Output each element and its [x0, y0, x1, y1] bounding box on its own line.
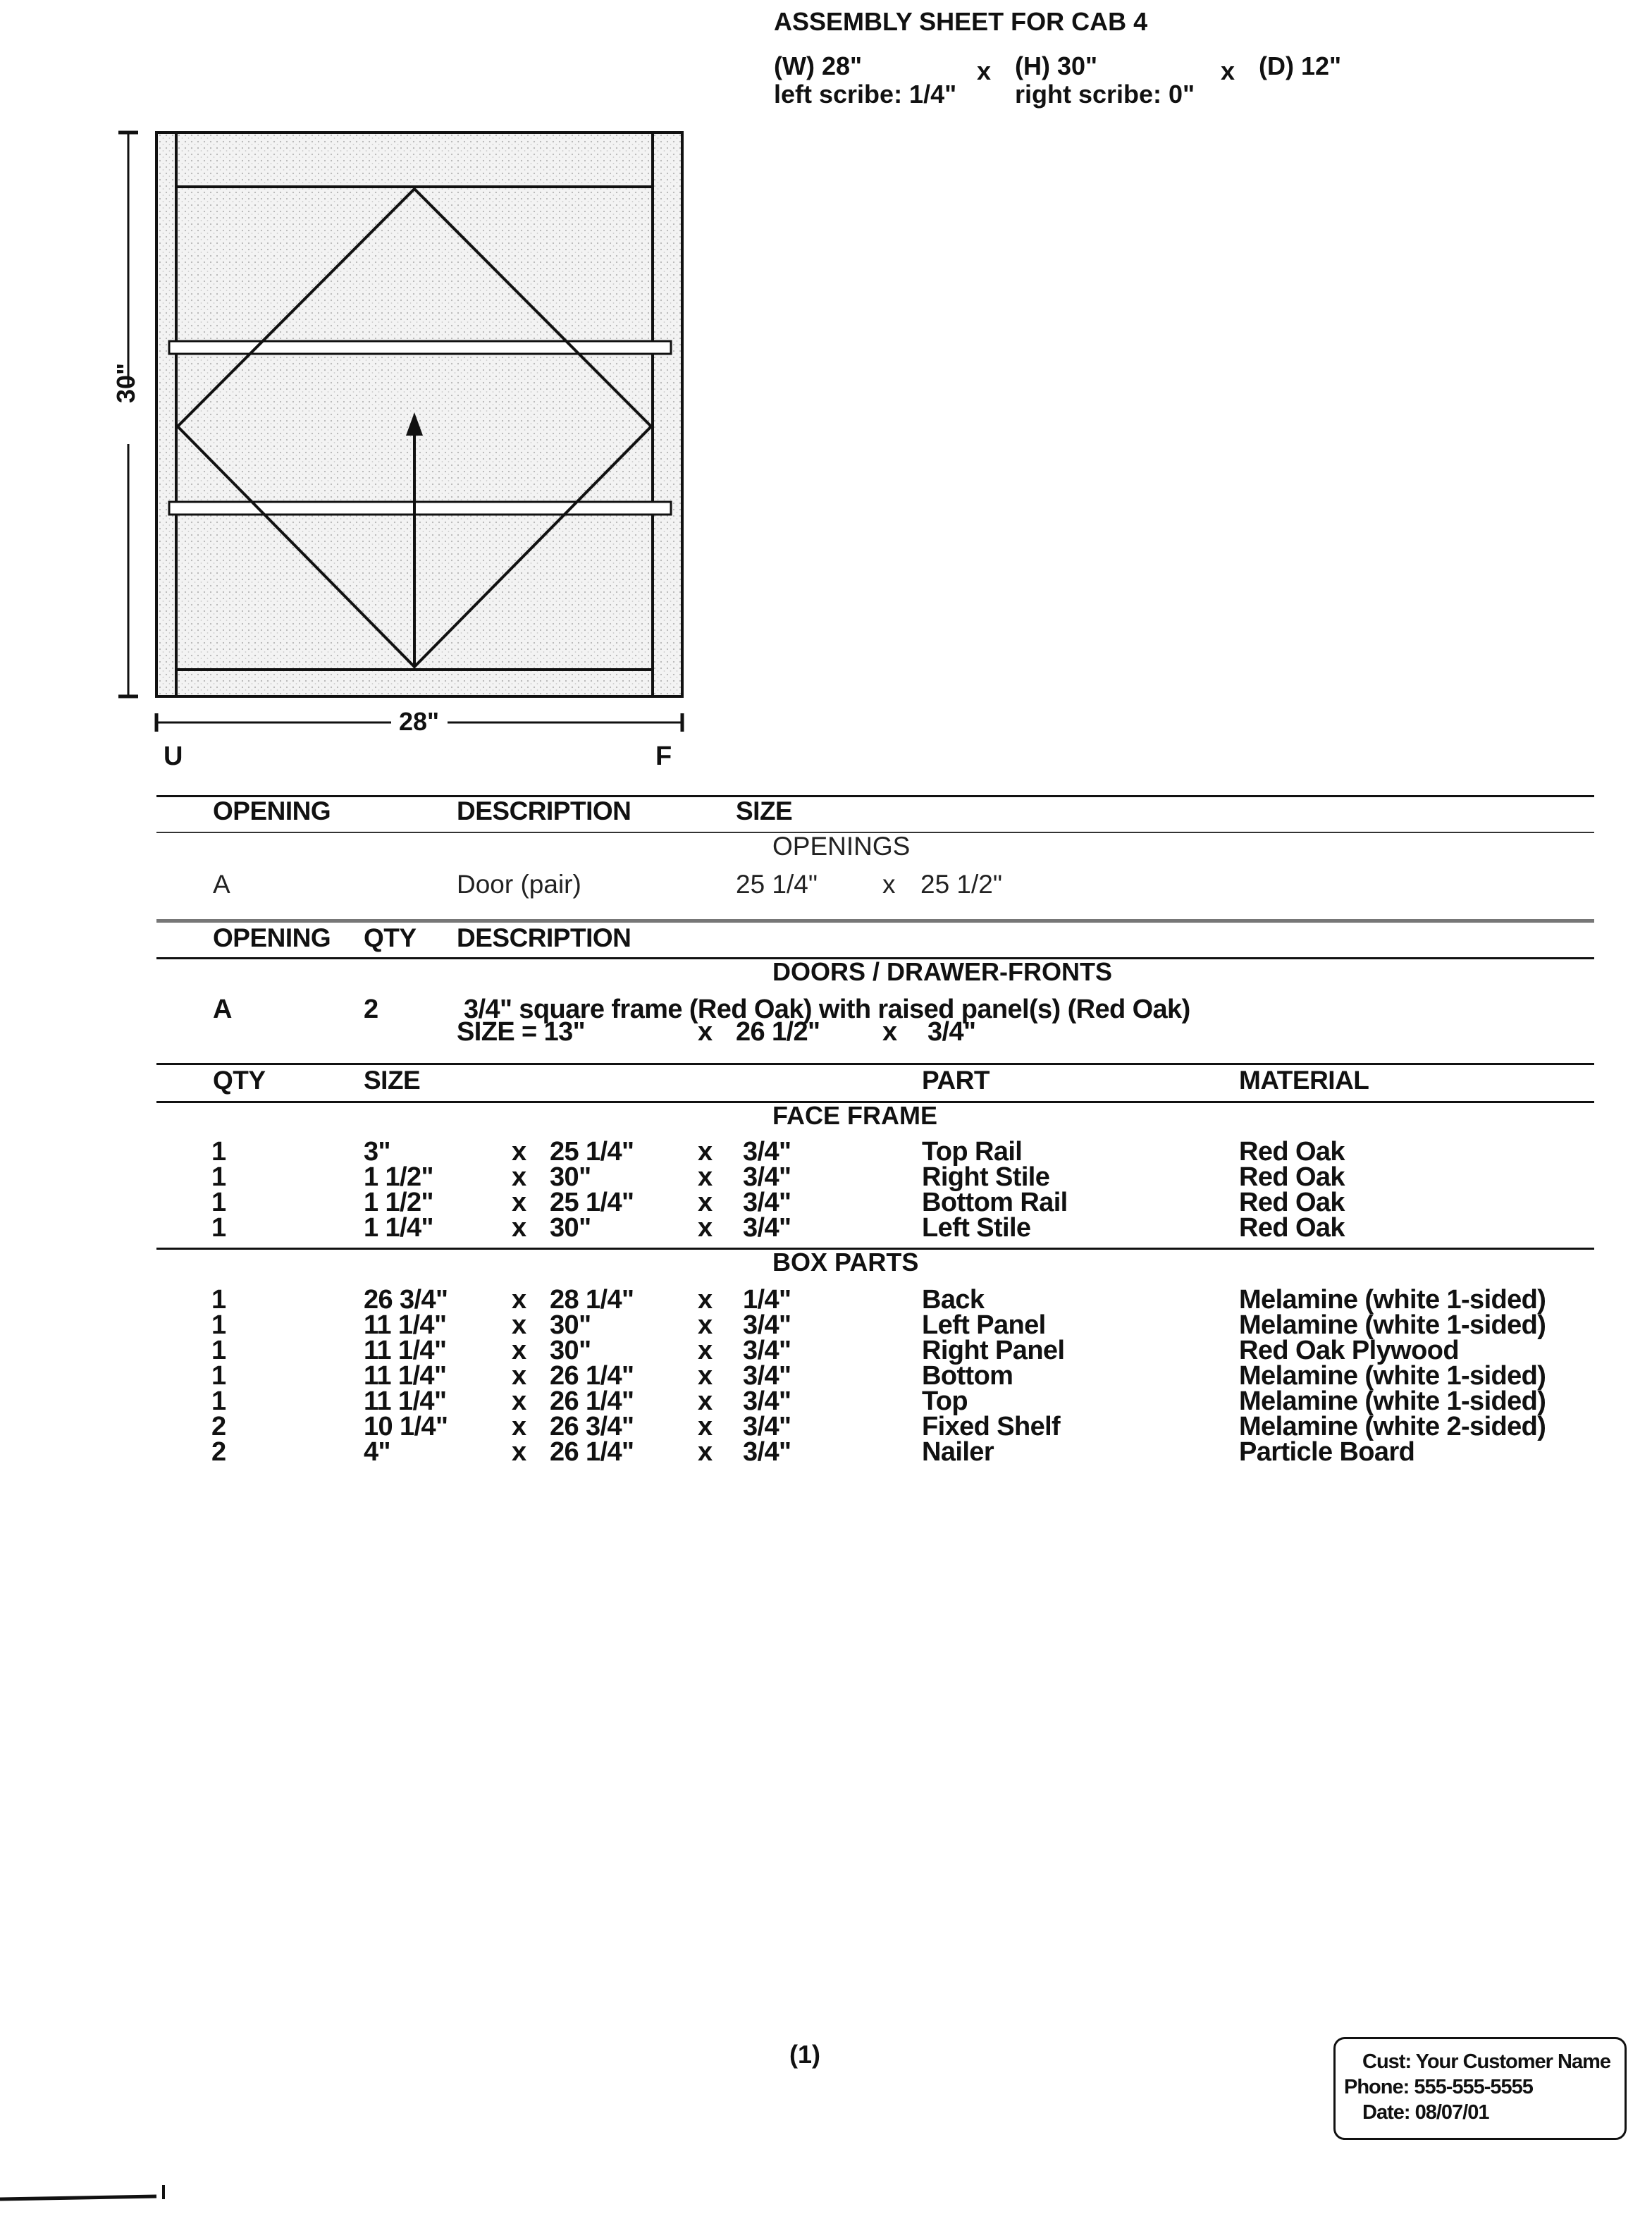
part-qty: 1: [211, 1336, 226, 1365]
part-size-1: 4": [364, 1437, 390, 1467]
part-name: Right Panel: [922, 1336, 1065, 1365]
part-size-3: 3/4": [743, 1213, 791, 1243]
door-description: 3/4" square frame (Red Oak) with raised panel(s) (Red Oak): [464, 995, 1190, 1024]
dim-separator: x: [698, 1285, 713, 1315]
dim-separator: x: [698, 1188, 713, 1217]
part-size-1: 3": [364, 1137, 390, 1167]
part-size-1: 26 3/4": [364, 1285, 448, 1315]
part-size-2: 28 1/4": [550, 1285, 634, 1315]
dim-separator: x: [512, 1188, 526, 1217]
part-size-3: 3/4": [743, 1361, 791, 1391]
cabinet-elevation-drawing: [0, 0, 705, 775]
page-number: (1): [789, 2040, 820, 2069]
part-size-3: 3/4": [743, 1162, 791, 1192]
dim-separator: x: [512, 1285, 526, 1315]
shelf-lower: [169, 502, 671, 515]
cabinet-height: (H) 30": [1015, 51, 1098, 80]
part-name: Left Panel: [922, 1310, 1046, 1340]
customer-date: Date: 08/07/01: [1362, 2101, 1489, 2124]
dim-separator: x: [698, 1310, 713, 1340]
height-dimension-label: 30": [111, 362, 140, 403]
part-size-3: 3/4": [743, 1336, 791, 1365]
dim-separator: x: [698, 1412, 713, 1441]
section-title-doors: DOORS / DRAWER-FRONTS: [772, 957, 1112, 986]
col-header-opening: OPENING: [213, 923, 331, 952]
part-size-2: 25 1/4": [550, 1137, 634, 1167]
right-end-label: F: [655, 742, 672, 771]
rule: [156, 1063, 1594, 1065]
part-qty: 1: [211, 1188, 226, 1217]
sheet-title: ASSEMBLY SHEET FOR CAB 4: [774, 7, 1148, 36]
part-size-2: 26 3/4": [550, 1412, 634, 1441]
part-size-1: 11 1/4": [364, 1336, 447, 1365]
door-size-thickness: 3/4": [927, 1017, 976, 1047]
part-qty: 2: [211, 1437, 226, 1467]
rule: [156, 795, 1594, 797]
width-dimension-label: 28": [399, 707, 440, 736]
part-size-1: 1 1/2": [364, 1162, 433, 1192]
part-name: Fixed Shelf: [922, 1412, 1061, 1441]
col-header-description: DESCRIPTION: [457, 796, 631, 825]
dim-separator: x: [512, 1437, 526, 1467]
part-size-1: 11 1/4": [364, 1361, 447, 1391]
part-material: Melamine (white 1-sided): [1239, 1386, 1546, 1416]
part-qty: 1: [211, 1361, 226, 1391]
dim-separator: x: [1221, 56, 1235, 85]
col-header-qty: QTY: [213, 1066, 266, 1095]
part-size-2: 26 1/4": [550, 1361, 634, 1391]
part-qty: 1: [211, 1285, 226, 1315]
col-header-material: MATERIAL: [1239, 1066, 1369, 1095]
part-size-2: 26 1/4": [550, 1437, 634, 1467]
scan-mark: [0, 2178, 183, 2206]
part-size-3: 1/4": [743, 1285, 791, 1315]
opening-width: 25 1/4": [736, 870, 818, 899]
part-qty: 1: [211, 1213, 226, 1243]
dim-separator: x: [698, 1137, 713, 1167]
part-qty: 1: [211, 1137, 226, 1167]
col-header-description: DESCRIPTION: [457, 923, 631, 952]
dim-separator: x: [698, 1162, 713, 1192]
dim-separator: x: [512, 1386, 526, 1416]
part-material: Melamine (white 2-sided): [1239, 1412, 1546, 1441]
dim-separator: x: [698, 1386, 713, 1416]
shelf-upper: [169, 341, 671, 354]
part-size-2: 25 1/4": [550, 1188, 634, 1217]
part-material: Red Oak: [1239, 1162, 1345, 1192]
customer-name: Cust: Your Customer Name: [1362, 2050, 1610, 2073]
right-scribe: right scribe: 0": [1015, 80, 1195, 109]
door-qty: 2: [364, 995, 378, 1024]
part-size-2: 30": [550, 1162, 591, 1192]
part-size-1: 1 1/4": [364, 1213, 433, 1243]
dim-separator: x: [512, 1137, 526, 1167]
rule: [156, 919, 1594, 923]
col-header-part: PART: [922, 1066, 990, 1095]
part-material: Red Oak: [1239, 1213, 1345, 1243]
part-size-3: 3/4": [743, 1386, 791, 1416]
door-size-height: 26 1/2": [736, 1017, 820, 1047]
customer-info-box: [1333, 2037, 1627, 2140]
part-size-3: 3/4": [743, 1188, 791, 1217]
part-qty: 1: [211, 1386, 226, 1416]
dim-separator: x: [512, 1310, 526, 1340]
dim-separator: x: [512, 1412, 526, 1441]
part-name: Left Stile: [922, 1213, 1031, 1243]
opening-height: 25 1/2": [920, 870, 1003, 899]
part-name: Nailer: [922, 1437, 994, 1467]
part-qty: 1: [211, 1310, 226, 1340]
customer-phone: Phone: 555-555-5555: [1344, 2076, 1533, 2098]
part-size-3: 3/4": [743, 1310, 791, 1340]
door-opening-id: A: [213, 995, 232, 1024]
part-name: Bottom Rail: [922, 1188, 1068, 1217]
part-material: Melamine (white 1-sided): [1239, 1285, 1546, 1315]
col-header-size: SIZE: [364, 1066, 421, 1095]
col-header-opening: OPENING: [213, 796, 331, 825]
part-material: Particle Board: [1239, 1437, 1415, 1467]
section-title-box-parts: BOX PARTS: [772, 1248, 919, 1277]
dim-separator: x: [512, 1213, 526, 1243]
dim-separator: x: [698, 1213, 713, 1243]
part-material: Red Oak Plywood: [1239, 1336, 1459, 1365]
dim-separator: x: [698, 1017, 713, 1047]
part-size-1: 10 1/4": [364, 1412, 448, 1441]
dim-separator: x: [698, 1361, 713, 1391]
part-size-2: 30": [550, 1336, 591, 1365]
dim-separator: x: [698, 1437, 713, 1467]
section-title-face-frame: FACE FRAME: [772, 1101, 937, 1130]
part-size-3: 3/4": [743, 1137, 791, 1167]
opening-id: A: [213, 870, 230, 899]
part-size-3: 3/4": [743, 1412, 791, 1441]
dim-separator: x: [512, 1361, 526, 1391]
part-size-2: 30": [550, 1310, 591, 1340]
dim-separator: x: [512, 1336, 526, 1365]
cabinet-width: (W) 28": [774, 51, 863, 80]
part-material: Red Oak: [1239, 1137, 1345, 1167]
dim-separator: x: [698, 1336, 713, 1365]
part-qty: 1: [211, 1162, 226, 1192]
part-material: Melamine (white 1-sided): [1239, 1310, 1546, 1340]
cabinet-outline: [156, 133, 682, 696]
opening-description: Door (pair): [457, 870, 581, 899]
section-title-openings: OPENINGS: [772, 832, 911, 861]
left-end-label: U: [164, 742, 183, 771]
part-name: Right Stile: [922, 1162, 1050, 1192]
dim-separator: x: [512, 1162, 526, 1192]
dim-separator: x: [882, 870, 896, 899]
cabinet-depth: (D) 12": [1259, 51, 1342, 80]
part-name: Bottom: [922, 1361, 1013, 1391]
col-header-qty: QTY: [364, 923, 417, 952]
part-size-2: 26 1/4": [550, 1386, 634, 1416]
part-name: Top: [922, 1386, 968, 1416]
dim-separator: x: [882, 1017, 897, 1047]
part-size-1: 1 1/2": [364, 1188, 433, 1217]
part-size-3: 3/4": [743, 1437, 791, 1467]
part-size-2: 30": [550, 1213, 591, 1243]
col-header-size: SIZE: [736, 796, 793, 825]
part-material: Melamine (white 1-sided): [1239, 1361, 1546, 1391]
part-size-1: 11 1/4": [364, 1386, 447, 1416]
part-size-1: 11 1/4": [364, 1310, 447, 1340]
left-scribe: left scribe: 1/4": [774, 80, 957, 109]
part-name: Top Rail: [922, 1137, 1023, 1167]
part-name: Back: [922, 1285, 985, 1315]
door-size-label: SIZE = 13": [457, 1017, 586, 1047]
part-qty: 2: [211, 1412, 226, 1441]
part-material: Red Oak: [1239, 1188, 1345, 1217]
dim-separator: x: [977, 56, 992, 85]
